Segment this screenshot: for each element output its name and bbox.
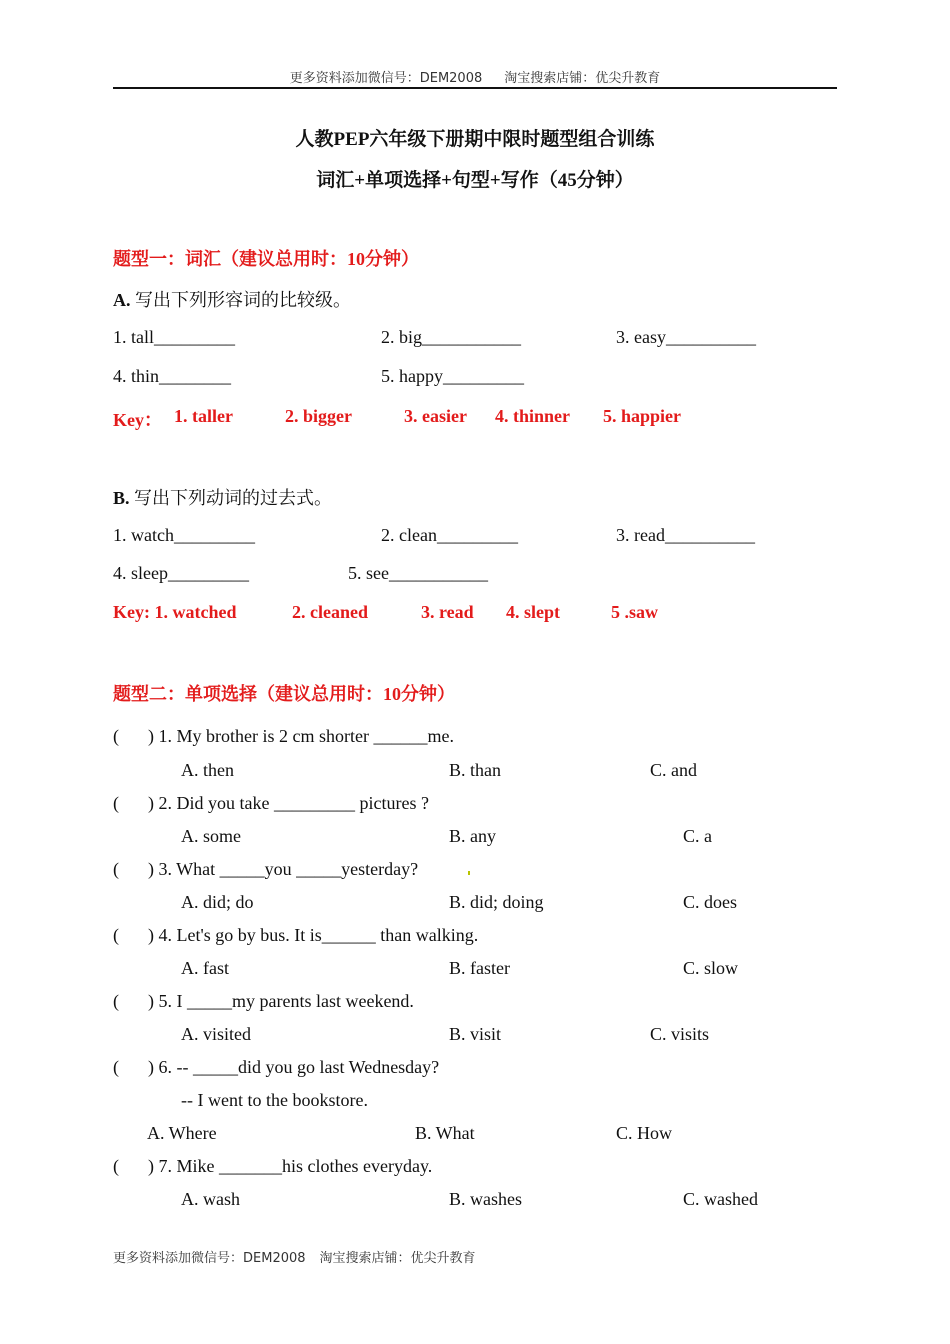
- ink-speck: [468, 871, 470, 875]
- partB-key-4: 4. slept: [506, 602, 560, 622]
- q1-paren: (: [113, 726, 119, 746]
- q4-option-a: A. fast: [181, 958, 229, 978]
- partB-label: B.: [113, 488, 130, 508]
- partB-item-1: 1. watch_________: [113, 525, 255, 545]
- page-title: 人教PEP六年级下册期中限时题型组合训练: [295, 129, 655, 150]
- q7-option-b: B. washes: [449, 1189, 522, 1209]
- q6-option-c: C. How: [616, 1123, 673, 1143]
- partB-key-2: 2. cleaned: [292, 602, 368, 622]
- q3-option-a: A. did; do: [181, 892, 254, 912]
- page-subtitle: 词汇+单项选择+句型+写作（45分钟）: [316, 170, 634, 191]
- partB-item-3: 3. read__________: [616, 525, 755, 545]
- partA-key-1: 1. taller: [174, 406, 233, 426]
- q4-option-c: C. slow: [683, 958, 739, 978]
- partB-text: 写出下列动词的过去式。: [134, 488, 333, 508]
- partB-item-4: 4. sleep_________: [113, 563, 249, 583]
- partA-key-3: 3. easier: [404, 406, 467, 426]
- q2-option-a: A. some: [181, 826, 241, 846]
- q4-paren: (: [113, 925, 119, 945]
- page-header: [0, 67, 950, 86]
- q2-paren: (: [113, 793, 119, 813]
- partA-item-4: 4. thin________: [113, 366, 232, 386]
- partB-item-5: 5. see___________: [348, 563, 488, 583]
- q6-option-b: B. What: [415, 1123, 475, 1143]
- q7-option-a: A. wash: [181, 1189, 240, 1209]
- partA-key-2: 2. bigger: [285, 406, 352, 426]
- partB-key-5: 5 .saw: [611, 602, 659, 622]
- partA-item-1: 1. tall_________: [113, 327, 235, 347]
- header-divider: [113, 87, 837, 89]
- q6-answer-line: -- I went to the bookstore.: [181, 1090, 368, 1110]
- q5-paren: (: [113, 991, 119, 1011]
- q7-paren: (: [113, 1156, 119, 1176]
- q5-option-b: B. visit: [449, 1024, 502, 1044]
- partA-item-2: 2. big___________: [381, 327, 522, 347]
- q7-option-c: C. washed: [683, 1189, 758, 1209]
- partA-key-5: 5. happier: [603, 406, 682, 426]
- q3-option-c: C. does: [683, 892, 737, 912]
- q6-stem: ) 6. -- _____did you go last Wednesday?: [148, 1057, 440, 1077]
- partA-label: A.: [113, 290, 131, 310]
- q5-option-a: A. visited: [181, 1024, 251, 1044]
- q3-option-b: B. did; doing: [449, 892, 544, 912]
- q4-stem: ) 4. Let's go by bus. It is______ than walking.: [148, 925, 479, 945]
- section1-heading: 题型一：词汇（建议总用时：10分钟）: [113, 249, 419, 269]
- partB-key-3: 3. read: [421, 602, 474, 622]
- partA-key-4: 4. thinner: [495, 406, 571, 426]
- partA-key-label: Key：: [113, 410, 162, 430]
- q2-option-c: C. a: [683, 826, 712, 846]
- q4-option-b: B. faster: [449, 958, 510, 978]
- q1-option-a: A. then: [181, 760, 234, 780]
- q3-paren: (: [113, 859, 119, 879]
- q5-option-c: C. visits: [650, 1024, 710, 1044]
- partB-key-1: Key: 1. watched: [113, 602, 237, 622]
- partA-instruction: [113, 286, 351, 312]
- q3-stem: ) 3. What _____you _____yesterday?: [148, 859, 419, 879]
- partA-item-3: 3. easy__________: [616, 327, 756, 347]
- q1-option-c: C. and: [650, 760, 697, 780]
- q6-paren: (: [113, 1057, 119, 1077]
- header-taobao: 淘宝搜索店铺：优尖升教育: [504, 71, 661, 86]
- section2-heading: 题型二：单项选择（建议总用时：10分钟）: [113, 684, 455, 704]
- q1-option-b: B. than: [449, 760, 501, 780]
- partA-item-5: 5. happy_________: [381, 366, 524, 386]
- q2-option-b: B. any: [449, 826, 496, 846]
- q1-stem: ) 1. My brother is 2 cm shorter ______me.: [148, 726, 454, 746]
- partB-instruction: [113, 484, 332, 510]
- header-wechat: 更多资料添加微信号：DEM2008: [289, 71, 483, 86]
- partA-text: 写出下列形容词的比较级。: [135, 290, 351, 310]
- q7-stem: ) 7. Mike _______his clothes everyday.: [148, 1156, 433, 1176]
- partB-item-2: 2. clean_________: [381, 525, 518, 545]
- q2-stem: ) 2. Did you take _________ pictures ?: [148, 793, 429, 813]
- footer-wechat: 更多资料添加微信号：DEM2008: [113, 1251, 306, 1266]
- q6-option-a: A. Where: [147, 1123, 217, 1143]
- q5-stem: ) 5. I _____my parents last weekend.: [148, 991, 414, 1011]
- footer-taobao: 淘宝搜索店铺：优尖升教育: [319, 1251, 476, 1266]
- page-footer: [113, 1247, 476, 1266]
